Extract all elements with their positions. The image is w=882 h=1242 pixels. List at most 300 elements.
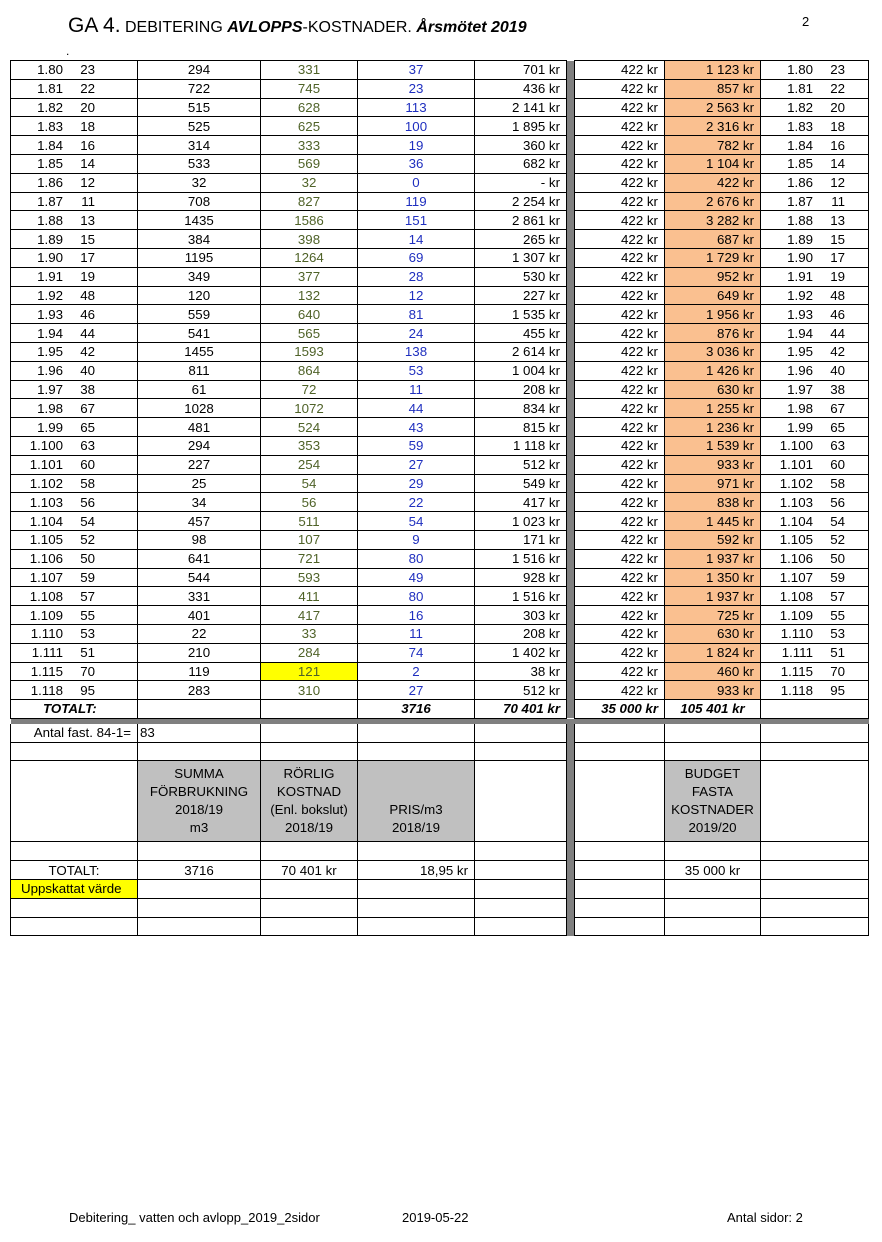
empty-cell [358,917,475,936]
plot-number: 67 [830,400,845,416]
current-reading-cell: 310 [261,681,358,700]
fixed-cost-cell: 422 kr [575,455,665,474]
plot-number: 57 [80,588,95,604]
previous-reading-cell: 119 [138,662,261,681]
consumption-cell: 23 [358,79,475,98]
empty-cell [475,861,567,880]
empty-cell [261,917,358,936]
plot-number: 46 [830,306,845,322]
property-id-cell-right [761,681,869,700]
empty-cell [575,880,665,899]
property-id-cell-right [761,248,869,267]
variable-cost-cell: 1 402 kr [475,643,567,662]
variable-cost-cell: 2 614 kr [475,342,567,361]
plot-number: 48 [830,287,845,303]
property-number: 1.90 [37,250,63,266]
antal-value: 83 [138,724,261,742]
property-id-cell-right [761,606,869,625]
fixed-cost-cell: 422 kr [575,624,665,643]
property-id-cell [11,512,138,531]
property-number: 1.95 [787,344,813,360]
property-number: 1.105 [29,532,63,548]
previous-reading-cell: 457 [138,512,261,531]
previous-reading-cell: 32 [138,173,261,192]
total-cost-cell: 1 824 kr [665,643,761,662]
current-reading-cell: 593 [261,568,358,587]
empty-cell [261,742,358,761]
empty-cell [761,898,869,917]
consumption-cell: 19 [358,136,475,155]
summary-totals-row [11,861,869,880]
property-id-cell-right [761,61,869,80]
empty-cell [761,917,869,936]
property-id-cell [11,154,138,173]
empty-cell [138,898,261,917]
property-id-cell [11,305,138,324]
variable-cost-cell: 417 kr [475,493,567,512]
property-id-cell-right [761,455,869,474]
property-id-cell [11,286,138,305]
property-number: 1.104 [29,513,63,529]
fixed-cost-cell: 422 kr [575,342,665,361]
total-cost-cell: 630 kr [665,380,761,399]
property-id-cell [11,606,138,625]
debit-table [10,60,869,936]
plot-number: 51 [80,645,95,661]
property-id-cell-right [761,98,869,117]
plot-number: 50 [80,551,95,567]
property-id-cell [11,399,138,418]
property-number: 1.82 [37,99,63,115]
property-number: 1.115 [780,663,813,679]
table-row [11,587,869,606]
blank-row [11,742,869,761]
fixed-cost-cell: 422 kr [575,399,665,418]
property-number: 1.85 [787,156,813,172]
property-number: 1.89 [37,231,63,247]
property-number: 1.82 [787,99,813,115]
previous-reading-cell: 294 [138,61,261,80]
empty-cell [358,842,475,861]
consumption-cell: 2 [358,662,475,681]
table-row [11,98,869,117]
property-id-cell-right [761,305,869,324]
fixed-cost-cell: 422 kr [575,248,665,267]
variable-cost-cell: 2 254 kr [475,192,567,211]
property-number: 1.97 [37,381,63,397]
property-id-cell [11,436,138,455]
table-row [11,305,869,324]
plot-number: 56 [80,494,95,510]
empty-cell [261,842,358,861]
plot-number: 63 [80,438,95,454]
property-id-cell [11,361,138,380]
column-separator [567,230,575,249]
variable-cost-cell: 682 kr [475,154,567,173]
consumption-cell: 9 [358,530,475,549]
fixed-cost-cell: 422 kr [575,681,665,700]
fixed-cost-cell: 422 kr [575,98,665,117]
property-number: 1.106 [29,551,63,567]
column-separator [567,305,575,324]
property-id-cell-right [761,230,869,249]
summa-header-line: FÖRBRUKNING [149,784,249,800]
consumption-cell: 80 [358,549,475,568]
variable-cost-cell: 1 895 kr [475,117,567,136]
column-separator [567,624,575,643]
variable-cost-cell: 530 kr [475,267,567,286]
property-number: 1.83 [787,118,813,134]
property-number: 1.111 [781,645,813,661]
current-reading-cell: 107 [261,530,358,549]
total-cost-cell: 1 937 kr [665,587,761,606]
plot-number: 22 [80,81,95,97]
plot-number: 18 [830,118,845,134]
column-separator [567,568,575,587]
column-separator [567,267,575,286]
property-number: 1.81 [37,81,63,97]
property-id-cell [11,474,138,493]
consumption-cell: 28 [358,267,475,286]
plot-number: 42 [830,344,845,360]
total-grand: 105 401 kr [665,700,761,719]
property-number: 1.94 [787,325,813,341]
previous-reading-cell: 25 [138,474,261,493]
property-number: 1.93 [787,306,813,322]
property-number: 1.80 [37,62,63,78]
empty-cell [761,724,869,742]
variable-cost-cell: 1 535 kr [475,305,567,324]
empty-cell [138,842,261,861]
property-number: 1.92 [37,287,63,303]
summary-total-label: TOTALT: [11,861,138,880]
table-row [11,211,869,230]
property-number: 1.118 [30,682,63,698]
property-number: 1.103 [779,494,813,510]
fixed-cost-cell: 422 kr [575,512,665,531]
total-cost-cell: 1 729 kr [665,248,761,267]
current-reading-cell: 132 [261,286,358,305]
total-cost-cell: 1 937 kr [665,549,761,568]
totals-label: TOTALT: [11,700,138,719]
consumption-cell: 53 [358,361,475,380]
property-number: 1.91 [37,269,63,285]
variable-cost-cell: 1 516 kr [475,587,567,606]
summa-header-line: m3 [189,820,209,836]
empty-cell [475,761,567,842]
current-reading-cell: 398 [261,230,358,249]
previous-reading-cell: 541 [138,324,261,343]
budget-header [665,761,761,842]
rorlig-header [261,761,358,842]
rorlig-header-line: 2018/19 [284,820,334,836]
empty-cell [475,742,567,761]
total-cost-cell: 782 kr [665,136,761,155]
empty-cell [261,880,358,899]
property-id-cell-right [761,286,869,305]
table-row [11,192,869,211]
fixed-cost-cell: 422 kr [575,380,665,399]
empty-cell [11,898,138,917]
summa-header [138,761,261,842]
previous-reading-cell: 641 [138,549,261,568]
variable-cost-cell: 436 kr [475,79,567,98]
property-id-cell [11,624,138,643]
previous-reading-cell: 61 [138,380,261,399]
property-id-cell-right [761,474,869,493]
empty-cell [358,742,475,761]
current-reading-cell: 284 [261,643,358,662]
plot-number: 15 [830,231,845,247]
fixed-cost-cell: 422 kr [575,267,665,286]
current-reading-cell: 54 [261,474,358,493]
current-reading-cell: 377 [261,267,358,286]
total-cost-cell: 687 kr [665,230,761,249]
header-ga: GA 4. [68,14,121,37]
total-variable: 70 401 kr [475,700,567,719]
previous-reading-cell: 401 [138,606,261,625]
column-separator [567,549,575,568]
previous-reading-cell: 515 [138,98,261,117]
plot-number: 57 [830,588,845,604]
total-cost-cell: 876 kr [665,324,761,343]
empty-cell [475,898,567,917]
consumption-cell: 43 [358,418,475,437]
property-number: 1.102 [779,475,813,491]
column-separator [567,117,575,136]
table-row [11,681,869,700]
plot-number: 38 [80,381,95,397]
plot-number: 58 [830,475,845,491]
plot-number: 40 [80,363,95,379]
consumption-cell: 69 [358,248,475,267]
total-consumption: 3716 [358,700,475,719]
column-separator [567,154,575,173]
variable-cost-cell: 208 kr [475,380,567,399]
empty-cell [665,917,761,936]
total-cost-cell: 1 956 kr [665,305,761,324]
column-separator [567,643,575,662]
current-reading-cell: 353 [261,436,358,455]
property-id-cell [11,380,138,399]
variable-cost-cell: 227 kr [475,286,567,305]
variable-cost-cell: 303 kr [475,606,567,625]
empty-cell [138,700,261,719]
plot-number: 59 [830,569,845,585]
property-id-cell [11,136,138,155]
total-cost-cell: 1 350 kr [665,568,761,587]
column-separator [567,898,575,917]
property-id-cell [11,418,138,437]
consumption-cell: 80 [358,587,475,606]
fixed-cost-cell: 422 kr [575,305,665,324]
plot-number: 95 [80,682,95,698]
plot-number: 17 [80,250,95,266]
current-reading-cell: 524 [261,418,358,437]
current-reading-cell: 827 [261,192,358,211]
empty-cell [261,724,358,742]
property-id-cell [11,230,138,249]
current-reading-cell: 628 [261,98,358,117]
column-separator [567,248,575,267]
plot-number: 12 [80,175,95,191]
total-cost-cell: 857 kr [665,79,761,98]
plot-number: 54 [80,513,95,529]
empty-cell [475,724,567,742]
column-separator [567,455,575,474]
table-row [11,342,869,361]
property-id-cell-right [761,399,869,418]
variable-cost-cell: 834 kr [475,399,567,418]
consumption-cell: 12 [358,286,475,305]
property-id-cell [11,117,138,136]
current-reading-cell: 565 [261,324,358,343]
table-row [11,324,869,343]
previous-reading-cell: 481 [138,418,261,437]
property-id-cell-right [761,342,869,361]
total-cost-cell: 460 kr [665,662,761,681]
fixed-cost-cell: 422 kr [575,154,665,173]
fixed-cost-cell: 422 kr [575,530,665,549]
property-id-cell-right [761,436,869,455]
property-id-cell [11,324,138,343]
total-cost-cell: 725 kr [665,606,761,625]
plot-number: 14 [830,156,845,172]
column-separator [567,917,575,936]
property-id-cell [11,662,138,681]
fixed-cost-cell: 422 kr [575,587,665,606]
property-number: 1.80 [787,62,813,78]
variable-cost-cell: 1 023 kr [475,512,567,531]
plot-number: 63 [830,438,845,454]
property-number: 1.84 [37,137,63,153]
summary-price: 18,95 kr [358,861,475,880]
plot-number: 55 [830,607,845,623]
consumption-cell: 81 [358,305,475,324]
previous-reading-cell: 1028 [138,399,261,418]
property-id-cell [11,342,138,361]
column-separator [567,136,575,155]
plot-number: 40 [830,363,845,379]
plot-number: 19 [830,269,845,285]
header-kostnader: -KOSTNADER. [302,19,412,36]
plot-number: 60 [80,457,95,473]
empty-cell [475,917,567,936]
property-number: 1.111 [31,645,63,661]
table-row [11,493,869,512]
column-separator [567,436,575,455]
empty-cell [665,898,761,917]
plot-number: 65 [830,419,845,435]
plot-number: 56 [830,494,845,510]
column-separator [567,98,575,117]
property-number: 1.86 [37,175,63,191]
empty-cell [358,898,475,917]
previous-reading-cell: 227 [138,455,261,474]
total-cost-cell: 952 kr [665,267,761,286]
plot-number: 52 [80,532,95,548]
property-id-cell [11,173,138,192]
header-avlopps: AVLOPPS [227,19,303,36]
property-id-cell-right [761,493,869,512]
table-row [11,474,869,493]
fixed-cost-cell: 422 kr [575,173,665,192]
current-reading-cell: 333 [261,136,358,155]
current-reading-cell: 1586 [261,211,358,230]
variable-cost-cell: - kr [475,173,567,192]
empty-cell [138,742,261,761]
current-reading-cell: 745 [261,79,358,98]
table-row [11,61,869,80]
previous-reading-cell: 708 [138,192,261,211]
antal-row [11,724,869,742]
total-cost-cell: 933 kr [665,681,761,700]
empty-cell [358,724,475,742]
current-reading-cell: 721 [261,549,358,568]
column-separator [567,681,575,700]
empty-cell [11,742,138,761]
empty-cell [138,917,261,936]
blank-row [11,917,869,936]
current-reading-cell: 625 [261,117,358,136]
total-cost-cell: 422 kr [665,173,761,192]
table-row [11,399,869,418]
estimate-row [11,880,869,899]
total-cost-cell: 1 123 kr [665,61,761,80]
property-number: 1.98 [787,400,813,416]
property-number: 1.106 [779,551,813,567]
empty-cell [761,761,869,842]
variable-cost-cell: 512 kr [475,681,567,700]
plot-number: 20 [830,99,845,115]
property-number: 1.89 [787,231,813,247]
consumption-cell: 11 [358,380,475,399]
rorlig-header-line: (Enl. bokslut) [270,802,348,818]
previous-reading-cell: 1455 [138,342,261,361]
total-cost-cell: 1 445 kr [665,512,761,531]
column-separator [567,361,575,380]
plot-number: 95 [830,682,845,698]
previous-reading-cell: 314 [138,136,261,155]
table-row [11,418,869,437]
table-row [11,380,869,399]
property-id-cell-right [761,79,869,98]
property-id-cell-right [761,117,869,136]
table-row [11,79,869,98]
total-cost-cell: 838 kr [665,493,761,512]
plot-number: 50 [830,551,845,567]
property-id-cell [11,211,138,230]
total-cost-cell: 3 036 kr [665,342,761,361]
plot-number: 16 [830,137,845,153]
table-row [11,248,869,267]
table-row [11,512,869,531]
empty-cell [761,742,869,761]
property-number: 1.98 [37,400,63,416]
property-id-cell [11,568,138,587]
plot-number: 53 [830,626,845,642]
property-id-cell [11,530,138,549]
column-separator [567,512,575,531]
plot-number: 60 [830,457,845,473]
previous-reading-cell: 34 [138,493,261,512]
budget-header-line: BUDGET [684,766,741,782]
property-number: 1.101 [29,457,63,473]
table-row [11,549,869,568]
property-id-cell [11,98,138,117]
consumption-cell: 74 [358,643,475,662]
fixed-cost-cell: 422 kr [575,474,665,493]
